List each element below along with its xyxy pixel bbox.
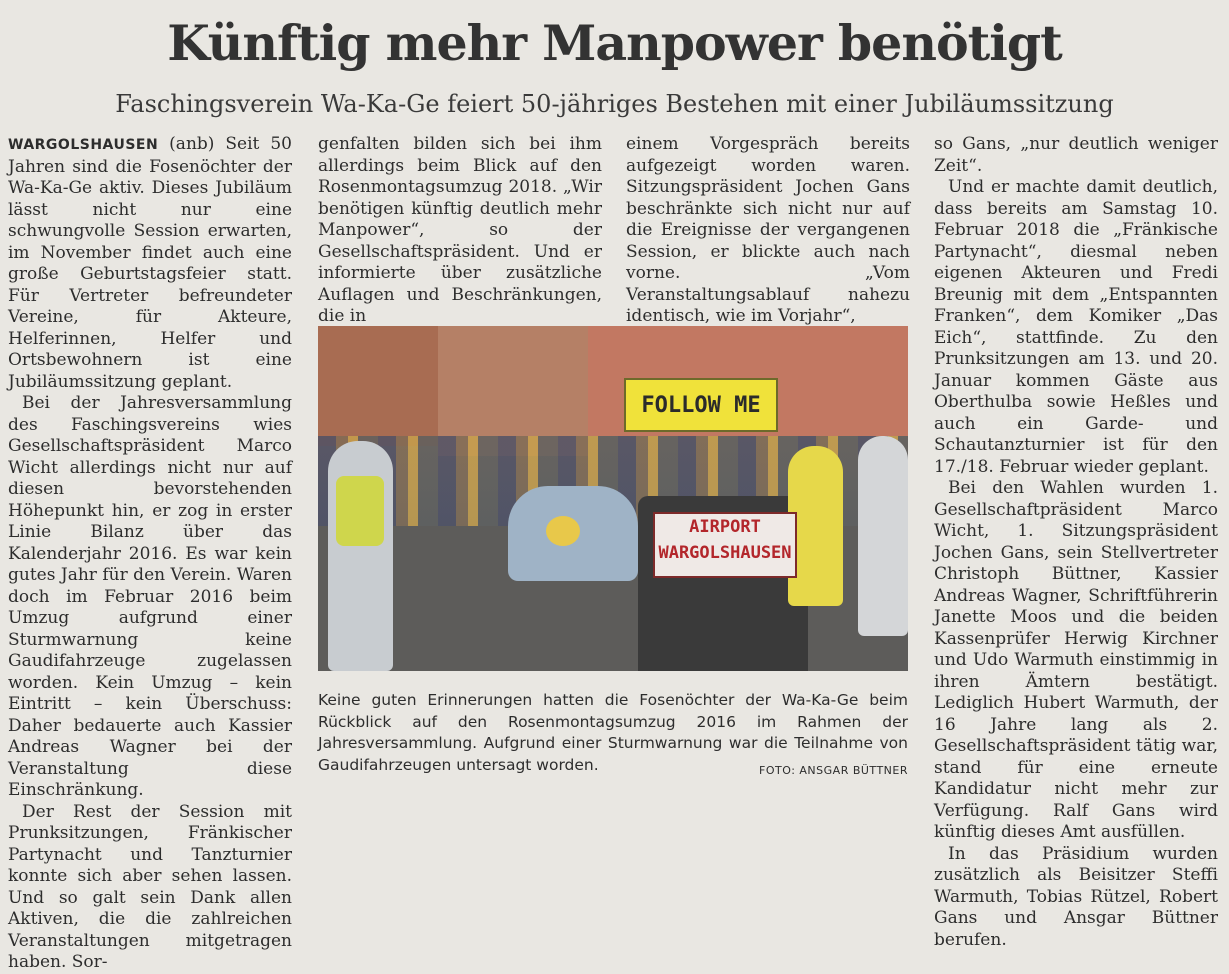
article-column-2 — [318, 134, 602, 326]
paragraph: Bei der Jahresversammlung des Faschingsvereins wies Gesellschaftspräsident Marco Wicht allerdings nicht nur auf diesen bevorstehenden Höhepunkt hin, er zog in erster Linie Bilanz über das Kalenderjahr 2016. Es war kein gutes Jahr für den Verein. Waren doch im Februar 2016 beim Umzug aufgrund einer Sturmwarnung keine Gaudifahrzeuge zugelassen worden. Kein Umzug – kein Eintritt – kein Überschuss: Daher bedauerte auch Kassier Andreas Wagner bei der Veranstaltung diese Einschränkung. — [8, 393, 292, 800]
airport-sign — [653, 512, 797, 578]
parade-photo — [318, 326, 908, 671]
paragraph: Und er machte damit deutlich, dass bereits am Samstag 10. Februar 2018 die „Fränkische Partynacht“, diesmal neben eigenen Akteuren und Fredi Breunig mit dem „Entspannten Franken“, dem Komiker „Das Eich“, stattfinde. Zu den Prunksitzungen am 13. und 20. Januar kommen Gäste aus Oberthulba sowie Heßles und auch ein Garde- und Schautanzturnier ist für den 17./18. Februar wieder geplant. — [934, 177, 1218, 477]
paragraph: so Gans, „nur deutlich weniger Zeit“. — [934, 134, 1218, 176]
follow-me-sign: FOLLOW ME — [624, 378, 778, 432]
photo-credit: FOTO: ANSGAR BÜTTNER — [759, 764, 908, 777]
article-column-1 — [8, 134, 292, 972]
dateline: WARGOLSHAUSEN — [8, 137, 159, 153]
article-column-3 — [626, 134, 910, 326]
airport-sign-line: AIRPORT — [689, 517, 761, 537]
paragraph: einem Vorgespräch bereits aufgezeigt worden waren. Sitzungspräsident Jochen Gans beschränkte sich nicht nur auf die Ereignisse der vergangenen Session, er blickte auch nach vorne. „Vom Veranstaltungsablauf nahezu identisch, wie im Vorjahr“, — [626, 134, 910, 326]
headline: Künftig mehr Manpower benötigt — [167, 14, 1062, 72]
airport-sign-line: WARGOLSHAUSEN — [658, 543, 792, 563]
building — [318, 326, 448, 446]
parade-car — [508, 486, 638, 581]
paragraph: Der Rest der Session mit Prunksitzungen, Fränkischer Partynacht und Tanzturnier konnte sich aber sehen lassen. Und so galt sein Dank allen Aktiven, die die zahlreichen Veranstaltungen mitgetragen haben. Sor- — [8, 801, 292, 972]
photo-caption: Keine guten Erinnerungen hatten die Fosenöchter der Wa-Ka-Ge beim Rückblick auf den Rosenmontagsumzug 2016 im Rahmen der Jahresversammlung. Aufgrund einer Sturmwarnung war die Teilnahme von Gaudifahrzeugen untersagt worden. — [318, 691, 908, 774]
safety-vest — [336, 476, 384, 546]
person-in-rain-poncho — [858, 436, 908, 636]
article-column-4 — [934, 134, 1218, 950]
paragraph-text: (anb) Seit 50 Jahren sind die Fosenöchter der Wa-Ka-Ge aktiv. Dieses Jubiläum lässt nicht nur eine schwungvolle Session erwarten, im November findet auch eine große Geburtstagsfeier statt. Für Vertreter befreundeter Vereine, für Akteure, Helferinnen, Helfer und Ortsbewohnern ist eine Jubiläumssitzung geplant. — [8, 134, 292, 392]
person-in-rain-poncho — [328, 441, 393, 671]
car-logo — [546, 516, 580, 546]
paragraph: Bei den Wahlen wurden 1. Gesellschaftpräsident Marco Wicht, 1. Sitzungspräsident Jochen Gans, sein Stellvertreter Christoph Büttner, Kassier Andreas Wagner, Schriftführerin Janette Moos und die beiden Kassenprüfer Herwig Kirchner und Udo Warmuth einstimmig in ihren Ämtern bestätigt. Lediglich Hubert Warmuth, der 16 Jahre lang als 2. Gesellschaftspräsident tätig war, stand für eine erneute Kandidatur nicht mehr zur Verfügung. Ralf Gans wird künftig dieses Amt ausfüllen. — [934, 478, 1218, 842]
paragraph: In das Präsidium wurden zusätzlich als Beisitzer Steffi Warmuth, Tobias Rützel, Robert Gans und Ansgar Büttner berufen. — [934, 843, 1218, 950]
paragraph: genfalten bilden sich bei ihm allerdings beim Blick auf den Rosenmontagsumzug 2018. „Wir benötigen künftig deutlich mehr Manpower“, so der Gesellschaftspräsident. Und er informierte über zusätzliche Auflagen und Beschränkungen, die in — [318, 134, 602, 326]
subheadline: Faschingsverein Wa-Ka-Ge feiert 50-jähriges Bestehen mit einer Jubiläumssitzung — [115, 90, 1114, 118]
paragraph — [8, 134, 292, 393]
